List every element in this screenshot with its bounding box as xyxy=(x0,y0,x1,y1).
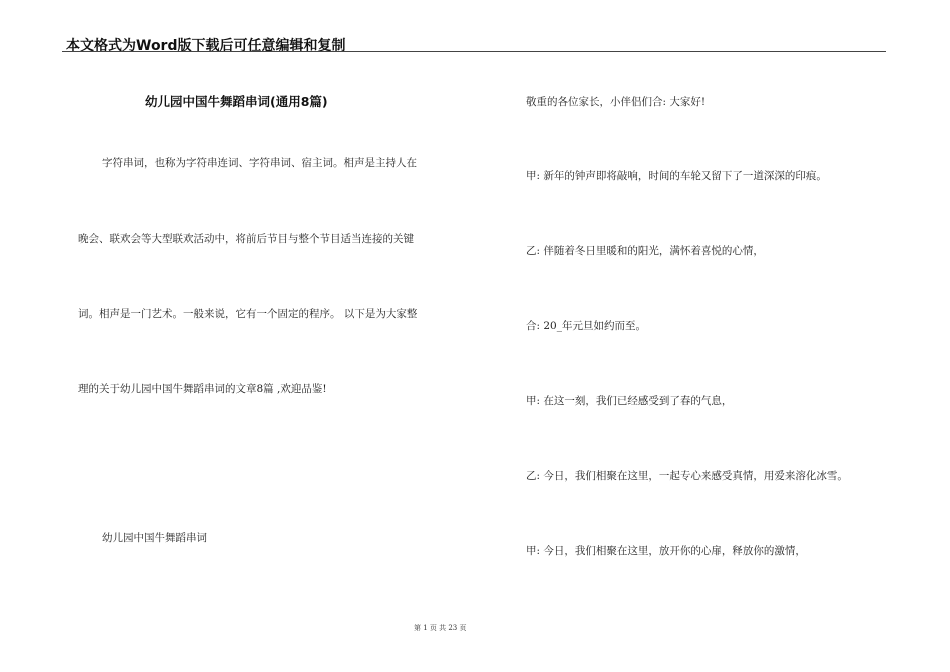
right-paragraph-line: 甲: 在这一刻，我们已经感受到了春的气息， xyxy=(526,395,733,407)
left-paragraph-line: 晚会、联欢会等大型联欢活动中，将前后节目与整个节目适当连接的关键 xyxy=(78,233,414,245)
right-paragraph-line: 乙: 伴随着冬日里暖和的阳光，满怀着喜悦的心情， xyxy=(526,245,764,257)
right-paragraph-line: 甲: 今日，我们相聚在这里，放开你的心扉，释放你的激情， xyxy=(526,545,806,557)
right-paragraph-line: 甲: 新年的钟声即将敲响，时间的车轮又留下了一道深深的印痕。 xyxy=(526,170,827,182)
left-paragraph-line: 词。相声是一门艺术。一般来说，它有一个固定的程序。 以下是为大家整 xyxy=(78,308,418,320)
left-paragraph-line: 理的关于幼儿园中国牛舞蹈串词的文章8篇 ,欢迎品鉴! xyxy=(78,383,327,395)
left-paragraph-line: 字符串词，也称为字符串连词、字符串词、宿主词。相声是主持人在 xyxy=(102,157,417,169)
right-paragraph-line: 乙: 今日，我们相聚在这里，一起专心来感受真情，用爱来溶化冰雪。 xyxy=(526,470,848,482)
header-divider xyxy=(62,51,886,52)
section-heading: 幼儿园中国牛舞蹈串词 xyxy=(102,532,207,544)
right-paragraph-line: 敬重的各位家长，小伴侣们合: 大家好! xyxy=(526,96,706,108)
header-title: 本文格式为Word版下载后可任意编辑和复制 xyxy=(66,38,346,54)
document-title: 幼儿园中国牛舞蹈串词(通用8篇) xyxy=(145,94,328,109)
page-number: 第 1 页 共 23 页 xyxy=(414,624,467,632)
right-paragraph-line: 合: 20_年元旦如约而至。 xyxy=(526,320,646,332)
